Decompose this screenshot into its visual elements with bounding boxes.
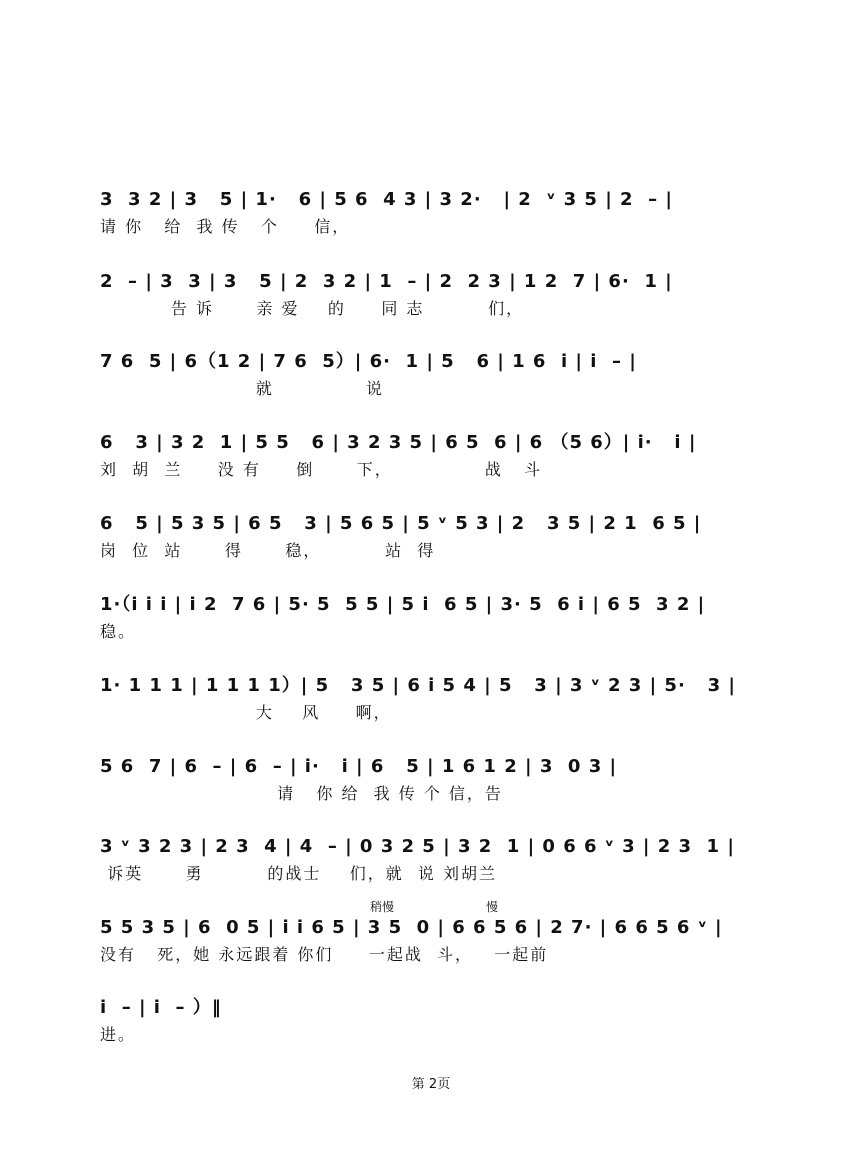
notation-line: 3 3 2 | 3 5 | 1· 6 | 5 6 4 3 | 3 2· | 2 ᵛ 3 5 | 2 – |	[100, 189, 673, 210]
lyric-line: 进。	[100, 1025, 137, 1044]
notation-line: 6 3 | 3 2 1 | 5 5 6 | 3 2 3 5 | 6 5 6 | 6 （5 6）| i· i |	[100, 432, 697, 453]
tempo-mark: 慢	[486, 900, 499, 914]
score-system-8	[100, 755, 780, 835]
lyric-line: 大 风 啊，	[100, 703, 392, 722]
notation-line: 3 ᵛ 3 2 3 | 2 3 4 | 4 – | 0 3 2 5 | 3 2 1 | 0 6 6 ᵛ 3 | 2 3 1 |	[100, 836, 735, 857]
notation-line: 1· 1 1 1 | 1 1 1 1）| 5 3 5 | 6 i 5 4 | 5 3 | 3 ᵛ 2 3 | 5· 3 |	[100, 675, 736, 696]
notation-line: i – | i – ）‖	[100, 997, 222, 1018]
lyric-line: 就 说	[100, 379, 385, 398]
score-system-3	[100, 350, 780, 430]
score-system-1	[100, 188, 780, 268]
lyric-line: 没有 死，她 永远跟着 你们 一起战 斗， 一起前	[100, 945, 549, 964]
notation-line: 2 – | 3 3 | 3 5 | 2 3 2 | 1 – | 2 2 3 | 1 2 7 | 6· 1 |	[100, 271, 673, 292]
score-system-7	[100, 674, 780, 754]
lyric-line: 刘 胡 兰 没 有 倒 下， 战 斗	[100, 460, 543, 479]
notation-line: 1·（i i i | i 2 7 6 | 5· 5 5 5 | 5 i 6 5 | 3· 5 6 i | 6 5 3 2 |	[100, 594, 706, 615]
lyric-line: 请 你 给 我 传 个 信，	[100, 217, 351, 236]
page-number: 第 2页	[411, 1077, 451, 1092]
score-system-2	[100, 270, 780, 350]
score-system-9	[100, 835, 780, 915]
score-system-10	[100, 900, 780, 996]
score-system-6	[100, 593, 780, 673]
score-system-11	[100, 996, 780, 1076]
lyric-line: 岗 位 站 得 稳， 站 得	[100, 541, 436, 560]
lyric-line: 稳。	[100, 622, 137, 641]
lyric-line: 诉英 勇 的战士 们，就 说 刘胡兰	[100, 864, 497, 883]
notation-line: 5 5 3 5 | 6 0 5 | i i 6 5 | 3 5 0 | 6 6 5 6 | 2 7· | 6 6 5 6 ᵛ |	[100, 917, 723, 938]
tempo-mark: 稍慢	[370, 900, 395, 914]
lyric-line: 请 你 给 我 传 个 信，告	[100, 784, 503, 803]
lyric-line: 告 诉 亲 爱 的 同 志 们，	[100, 299, 525, 318]
notation-line: 7 6 5 | 6（1 2 | 7 6 5）| 6· 1 | 5 6 | 1 6 i | i – |	[100, 351, 637, 372]
notation-line: 5 6 7 | 6 – | 6 – | i· i | 6 5 | 1 6 1 2 | 3 0 3 |	[100, 756, 618, 777]
score-system-4	[100, 431, 780, 511]
notation-line: 6 5 | 5 3 5 | 6 5 3 | 5 6 5 | 5 ᵛ 5 3 | 2 3 5 | 2 1 6 5 |	[100, 513, 702, 534]
score-system-5	[100, 512, 780, 592]
